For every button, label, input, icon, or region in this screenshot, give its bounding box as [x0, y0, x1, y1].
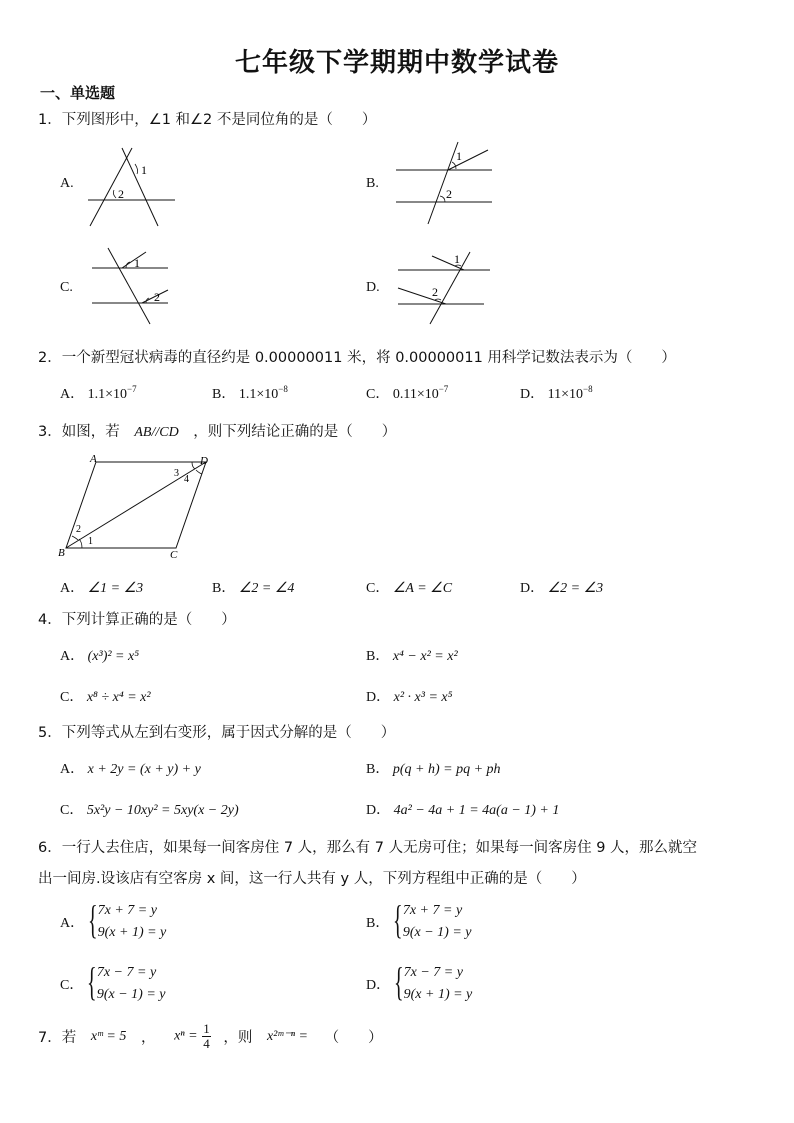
- q3-stem-post: ，则下列结论正确的是（ ）: [193, 424, 397, 440]
- section-heading-single-choice: 一、单选题: [40, 84, 116, 102]
- equation-1: 7x − 7 = y: [403, 965, 463, 980]
- option-label: A．: [60, 762, 85, 777]
- option-base: 11×10: [547, 387, 584, 402]
- q3-vertex-a-label: A: [90, 453, 97, 465]
- option-text: p(q + h) = pq + ph: [392, 762, 501, 777]
- q2-option-b[interactable]: [212, 383, 288, 403]
- q4-option-d[interactable]: [366, 686, 452, 706]
- q1-figure-d: [392, 250, 496, 326]
- fraction-denominator: 4: [203, 1036, 210, 1051]
- q1-figure-c: [88, 246, 180, 326]
- q6-option-a[interactable]: [60, 897, 167, 944]
- option-label: C．: [60, 978, 84, 993]
- option-text: (x³)² = x⁵: [87, 649, 140, 664]
- option-label: A．: [60, 581, 85, 596]
- option-text: 4a² − 4a + 1 = 4a(a − 1) + 1: [393, 803, 560, 818]
- q3-vertex-b-label: B: [58, 547, 65, 559]
- equation-2: 9(x − 1) = y: [402, 925, 472, 940]
- q7-condition-2-lhs: xⁿ =: [174, 1028, 198, 1044]
- equation-1: 7x − 7 = y: [96, 965, 157, 980]
- q3-vertex-c-label: C: [170, 549, 178, 561]
- option-label: D．: [366, 803, 391, 818]
- q1c-angle-2-label: 2: [154, 290, 160, 304]
- question-7-stem: [38, 1022, 383, 1051]
- q5-option-c[interactable]: [60, 799, 239, 819]
- option-text: 5x²y − 10xy² = 5xy(x − 2y): [86, 803, 239, 818]
- question-6-stem-line-2: 出一间房.设该店有空客房 x 间，这一行人共有 y 人，下列方程组中正确的是（ ）: [38, 871, 586, 887]
- option-label: C．: [366, 581, 390, 596]
- q2-option-c[interactable]: [366, 383, 448, 403]
- equation-system: [393, 959, 473, 1006]
- q3-angle-4-label: 4: [184, 474, 189, 485]
- q3-angle-2-label: 2: [76, 524, 81, 535]
- q3-option-b[interactable]: [212, 577, 294, 597]
- question-3-stem: [38, 420, 396, 441]
- q5-option-d[interactable]: [366, 799, 559, 819]
- q1b-angle-2-label: 2: [446, 187, 452, 201]
- question-1-stem: 1．下列图形中，∠1 和∠2 不是同位角的是（ ）: [38, 112, 377, 128]
- q6-option-b[interactable]: [366, 897, 472, 944]
- q1a-angle-1-label: 1: [141, 163, 147, 177]
- option-label: D．: [520, 581, 545, 596]
- q1-option-c-label[interactable]: C.: [60, 280, 73, 295]
- q2-option-d[interactable]: [520, 383, 593, 403]
- q7-pre: 7．若: [38, 1030, 77, 1046]
- option-text: ∠2 = ∠3: [547, 581, 604, 596]
- option-text: ∠A = ∠C: [392, 581, 453, 596]
- q1a-angle-2-label: 2: [118, 187, 124, 201]
- option-label: D．: [366, 978, 391, 993]
- option-text: x² · x³ = x⁵: [393, 690, 453, 705]
- q3-option-a[interactable]: [60, 577, 143, 597]
- fraction-numerator: 1: [203, 1021, 210, 1036]
- option-text: x + 2y = (x + y) + y: [87, 762, 201, 777]
- q4-option-c[interactable]: [60, 686, 151, 706]
- equation-1: 7x + 7 = y: [402, 903, 463, 918]
- q3-vertex-d-label: D: [200, 455, 208, 467]
- option-base: 1.1×10: [238, 387, 279, 402]
- q3-angle-1-label: 1: [88, 536, 93, 547]
- option-label: A．: [60, 916, 85, 931]
- q6-option-d[interactable]: [366, 959, 473, 1006]
- q1d-angle-2-label: 2: [432, 285, 438, 299]
- q1-option-a-label[interactable]: A.: [60, 176, 74, 191]
- option-label: B．: [366, 916, 390, 931]
- q1-option-d-label[interactable]: D.: [366, 280, 380, 295]
- q4-option-a[interactable]: [60, 645, 139, 665]
- option-label: B．: [366, 649, 390, 664]
- q1c-angle-1-label: 1: [134, 256, 140, 270]
- option-text: x⁸ ÷ x⁴ = x²: [86, 690, 151, 705]
- brace-icon: {: [393, 959, 404, 1004]
- option-base: 1.1×10: [87, 387, 128, 402]
- q3-option-c[interactable]: [366, 577, 452, 597]
- option-exponent: −8: [278, 384, 288, 394]
- q3-angle-3-label: 3: [174, 468, 179, 479]
- option-label: C．: [60, 690, 84, 705]
- equation-system: [392, 897, 472, 944]
- q1-figure-b: [390, 140, 500, 230]
- equation-1: 7x + 7 = y: [97, 903, 157, 918]
- q7-answer-blank: （ ）: [324, 1030, 383, 1046]
- equation-2: 9(x + 1) = y: [403, 987, 473, 1002]
- brace-icon: {: [392, 897, 403, 942]
- q1b-angle-1-label: 1: [456, 149, 462, 163]
- q3-parallelogram-figure: [58, 452, 228, 562]
- option-label: D．: [366, 690, 391, 705]
- option-text: ∠1 = ∠3: [87, 581, 144, 596]
- q4-option-b[interactable]: [366, 645, 458, 665]
- option-label: B．: [212, 581, 236, 596]
- equation-system: [87, 897, 167, 944]
- option-text: ∠2 = ∠4: [238, 581, 295, 596]
- option-exponent: −8: [583, 384, 593, 394]
- q3-stem-pre: 3．如图，若: [38, 424, 120, 440]
- q7-condition-1: xᵐ = 5: [90, 1028, 127, 1044]
- q3-stem-math: AB//CD: [134, 425, 179, 440]
- option-exponent: −7: [438, 384, 449, 394]
- option-text: x⁴ − x² = x²: [392, 649, 458, 664]
- q5-option-a[interactable]: [60, 758, 201, 778]
- option-label: A．: [60, 387, 85, 402]
- question-4-stem: 4．下列计算正确的是（ ）: [38, 612, 236, 628]
- equation-system: [86, 959, 166, 1006]
- q5-option-b[interactable]: [366, 758, 501, 778]
- option-exponent: −7: [127, 384, 137, 394]
- brace-icon: {: [87, 897, 98, 942]
- q6-option-c[interactable]: [60, 959, 166, 1006]
- question-6-stem-line-1: 6．一行人去住店，如果每一间客房住 7 人，那么有 7 人无房可住；如果每一间客房住 9 人，那么就空: [38, 840, 698, 856]
- q7-fraction: [202, 1022, 211, 1051]
- q1-option-b-label[interactable]: B.: [366, 176, 379, 191]
- q1d-angle-1-label: 1: [454, 252, 460, 266]
- equation-2: 9(x + 1) = y: [97, 925, 167, 940]
- q7-separator: ，: [140, 1030, 156, 1046]
- option-label: B．: [366, 762, 390, 777]
- q3-option-d[interactable]: [520, 577, 603, 597]
- q7-target-expression: x²ᵐ⁻ⁿ =: [266, 1029, 308, 1044]
- page-title: 七年级下学期期中数学试卷: [234, 48, 559, 78]
- question-2-stem: 2．一个新型冠状病毒的直径约是 0.00000011 米，将 0.00000011 用科学记数法表示为（ ）: [38, 350, 676, 366]
- brace-icon: {: [86, 959, 97, 1004]
- equation-2: 9(x − 1) = y: [96, 987, 166, 1002]
- q2-option-a[interactable]: [60, 383, 137, 403]
- option-label: B．: [212, 387, 236, 402]
- q1-figure-a: [80, 140, 190, 232]
- question-5-stem: 5．下列等式从左到右变形，属于因式分解的是（ ）: [38, 725, 396, 741]
- option-base: 0.11×10: [392, 387, 439, 402]
- option-label: D．: [520, 387, 545, 402]
- option-label: A．: [60, 649, 85, 664]
- option-label: C．: [60, 803, 84, 818]
- option-label: C．: [366, 387, 390, 402]
- q7-mid: ，则: [223, 1030, 253, 1046]
